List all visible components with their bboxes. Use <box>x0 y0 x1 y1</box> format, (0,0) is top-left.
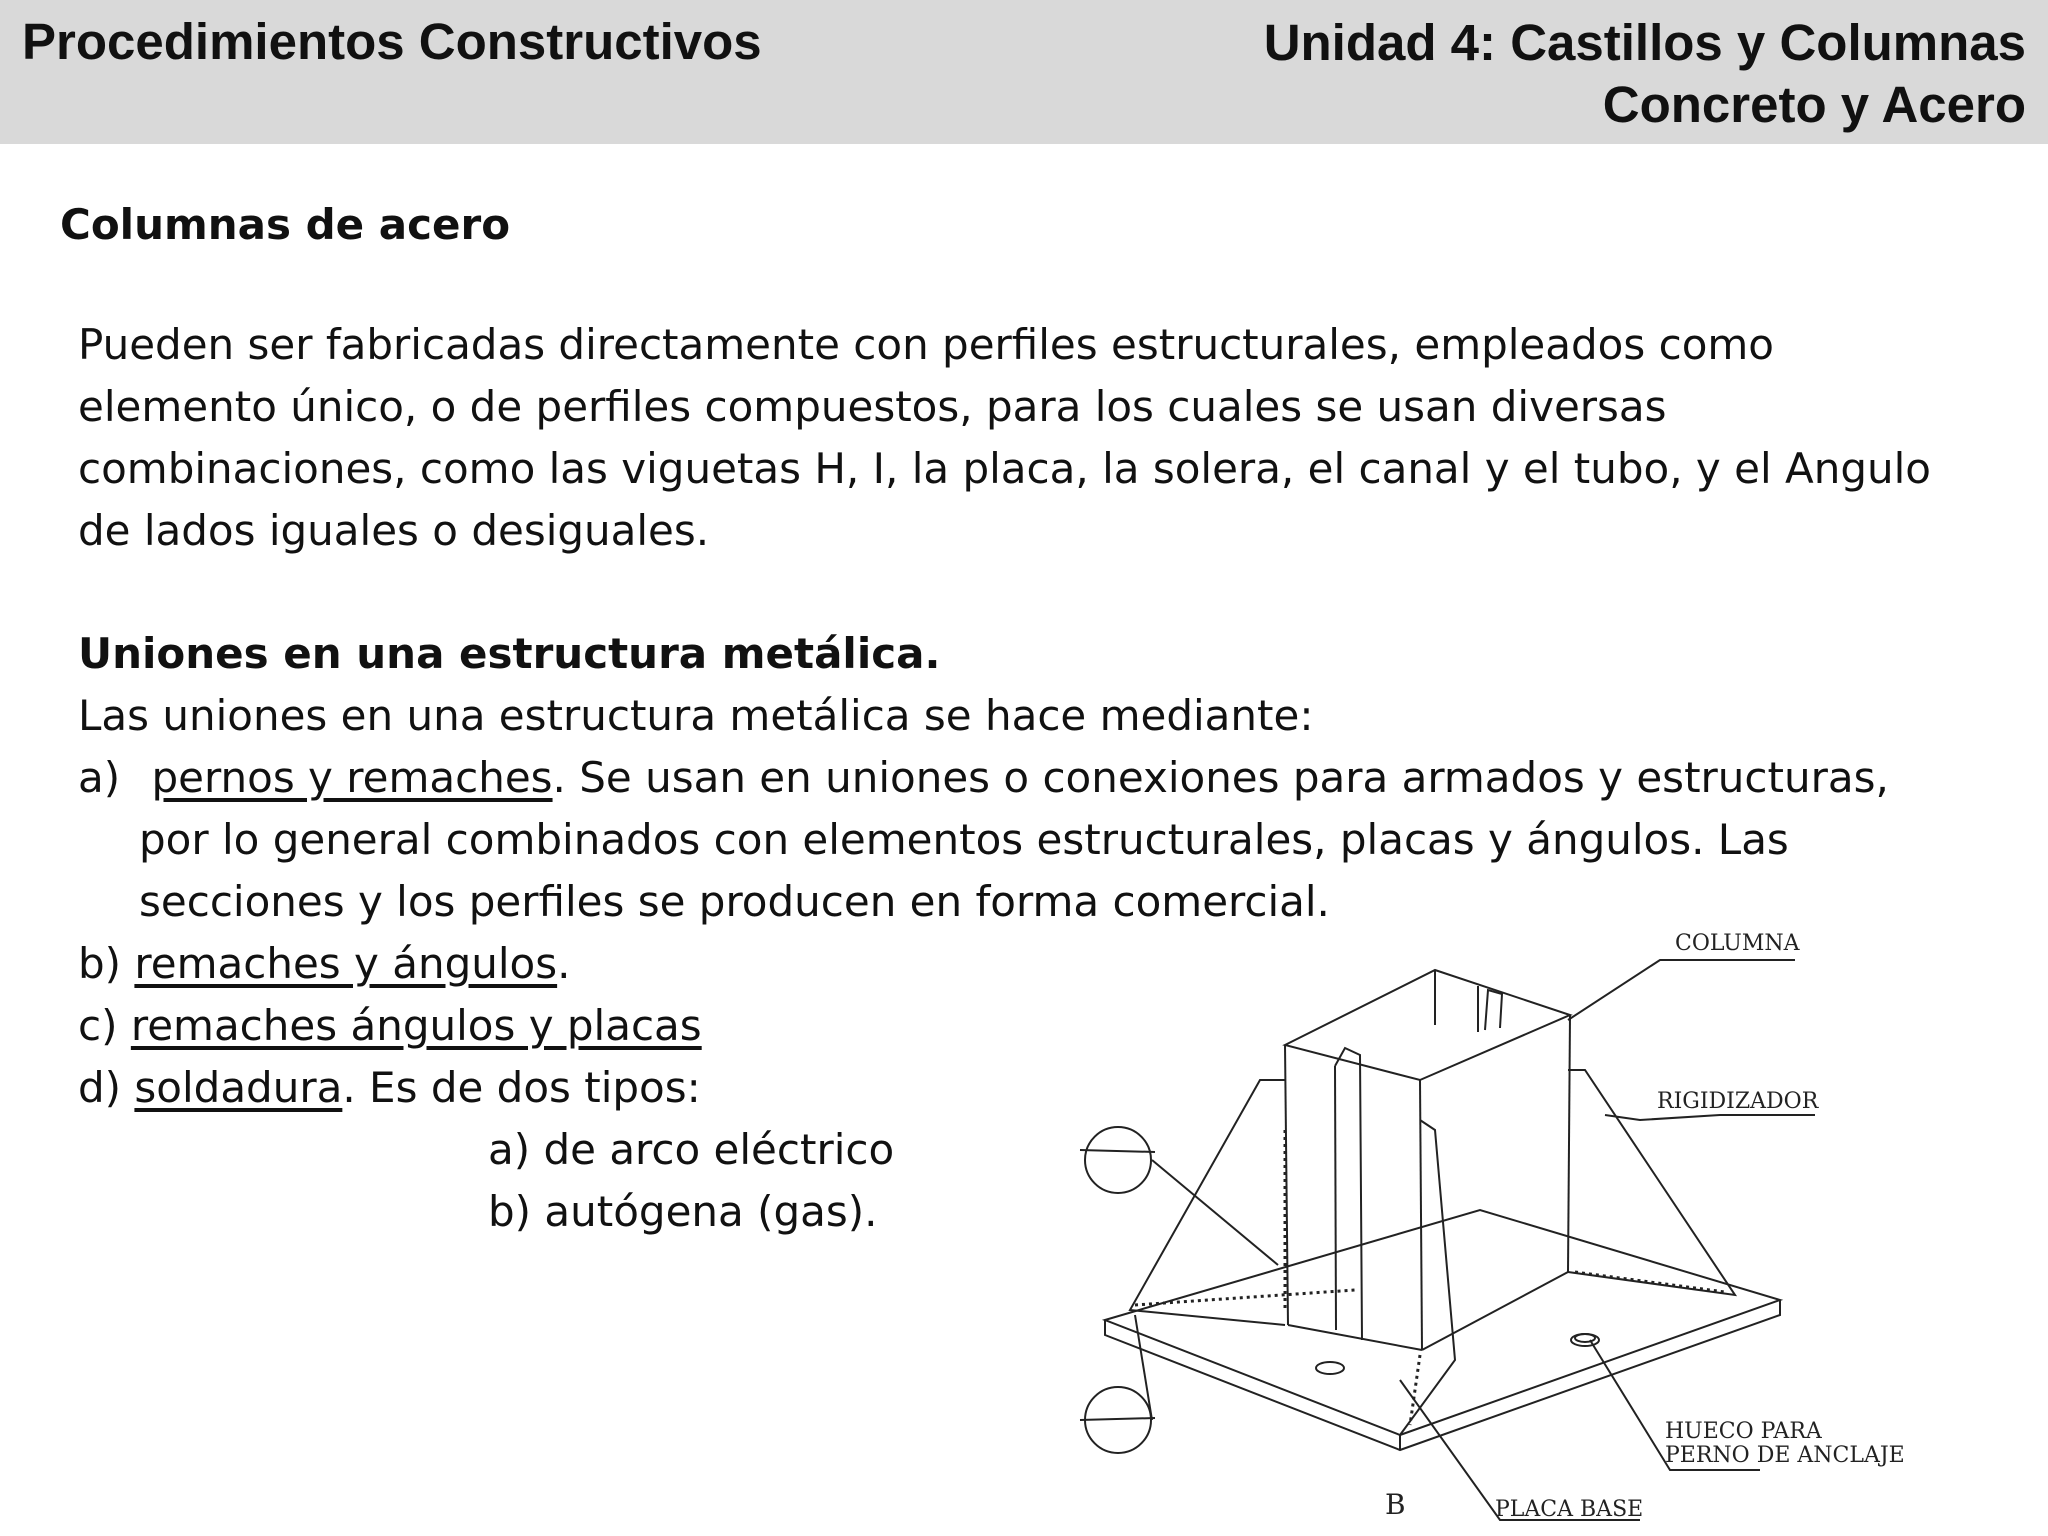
intro-line: combinaciones, como las viguetas H, I, la placa, la solera, el canal y el tubo, y el Angulo <box>78 444 1931 493</box>
label-columna: COLUMNA <box>1675 931 1800 956</box>
detail-circle <box>1085 1127 1151 1193</box>
slide-header <box>0 0 2048 144</box>
unions-title: Uniones en una estructura metálica. <box>78 629 941 678</box>
list-marker: d) <box>78 1063 122 1112</box>
list-marker: a) <box>78 753 121 802</box>
item-text: . Se usan en uniones o conexiones para armados y estructuras, <box>552 753 1889 802</box>
unions-lead: Las uniones en una estructura metálica se hace mediante: <box>78 691 1314 740</box>
column-top <box>1285 970 1570 1080</box>
base-plate <box>1105 1210 1780 1435</box>
anchor-hole <box>1316 1362 1344 1374</box>
column-edge <box>1285 1045 1288 1325</box>
term-remaches-angulos: remaches y ángulos <box>134 939 558 988</box>
term-soldadura: soldadura <box>134 1063 343 1112</box>
stiffener <box>1130 1080 1285 1325</box>
unit-title <box>1264 12 2026 136</box>
intro-line: de lados iguales o desiguales. <box>78 506 710 555</box>
stiffener <box>1400 1120 1455 1435</box>
weld-type-arc: a) de arco eléctrico <box>488 1125 895 1174</box>
leader-columna <box>1568 960 1795 1020</box>
label-hueco-line2: PERNO DE ANCLAJE <box>1665 1443 1905 1468</box>
label-placa-base: PLACA BASE <box>1495 1497 1644 1522</box>
list-marker: c) <box>78 1001 118 1050</box>
leader-rigidizador <box>1605 1115 1815 1120</box>
term-pernos-remaches: pernos y remaches <box>151 753 553 802</box>
intro-line: Pueden ser fabricadas directamente con perfiles estructurales, empleados como <box>78 320 1774 369</box>
item-text: . Es de dos tipos: <box>342 1063 701 1112</box>
label-hueco-line1: HUECO PARA <box>1665 1419 1822 1444</box>
label-rigidizador: RIGIDIZADOR <box>1657 1089 1819 1114</box>
section-title: Columnas de acero <box>60 200 511 249</box>
list-item-a <box>78 747 1978 809</box>
label-b: B <box>1385 1488 1406 1521</box>
weld-type-gas: b) autógena (gas). <box>488 1187 878 1236</box>
intro-line: elemento único, o de perfiles compuestos, para los cuales se usan diversas <box>78 382 1667 431</box>
intro-paragraph <box>78 314 1978 562</box>
steel-column-base-diagram <box>1060 920 2000 1536</box>
unit-title-line2: Concreto y Acero <box>1602 76 2026 133</box>
term-remaches-angulos-placas: remaches ángulos y placas <box>130 1001 702 1050</box>
list-marker: b) <box>78 939 122 988</box>
course-title: Procedimientos Constructivos <box>22 13 762 70</box>
item-text: . <box>557 939 571 988</box>
unit-title-line1: Unidad 4: Castillos y Columnas <box>1263 14 2026 71</box>
list-item-a-cont: por lo general combinados con elementos estructurales, placas y ángulos. Las <box>139 815 1789 864</box>
list-item-a-cont: secciones y los perfiles se producen en forma comercial. <box>139 877 1330 926</box>
